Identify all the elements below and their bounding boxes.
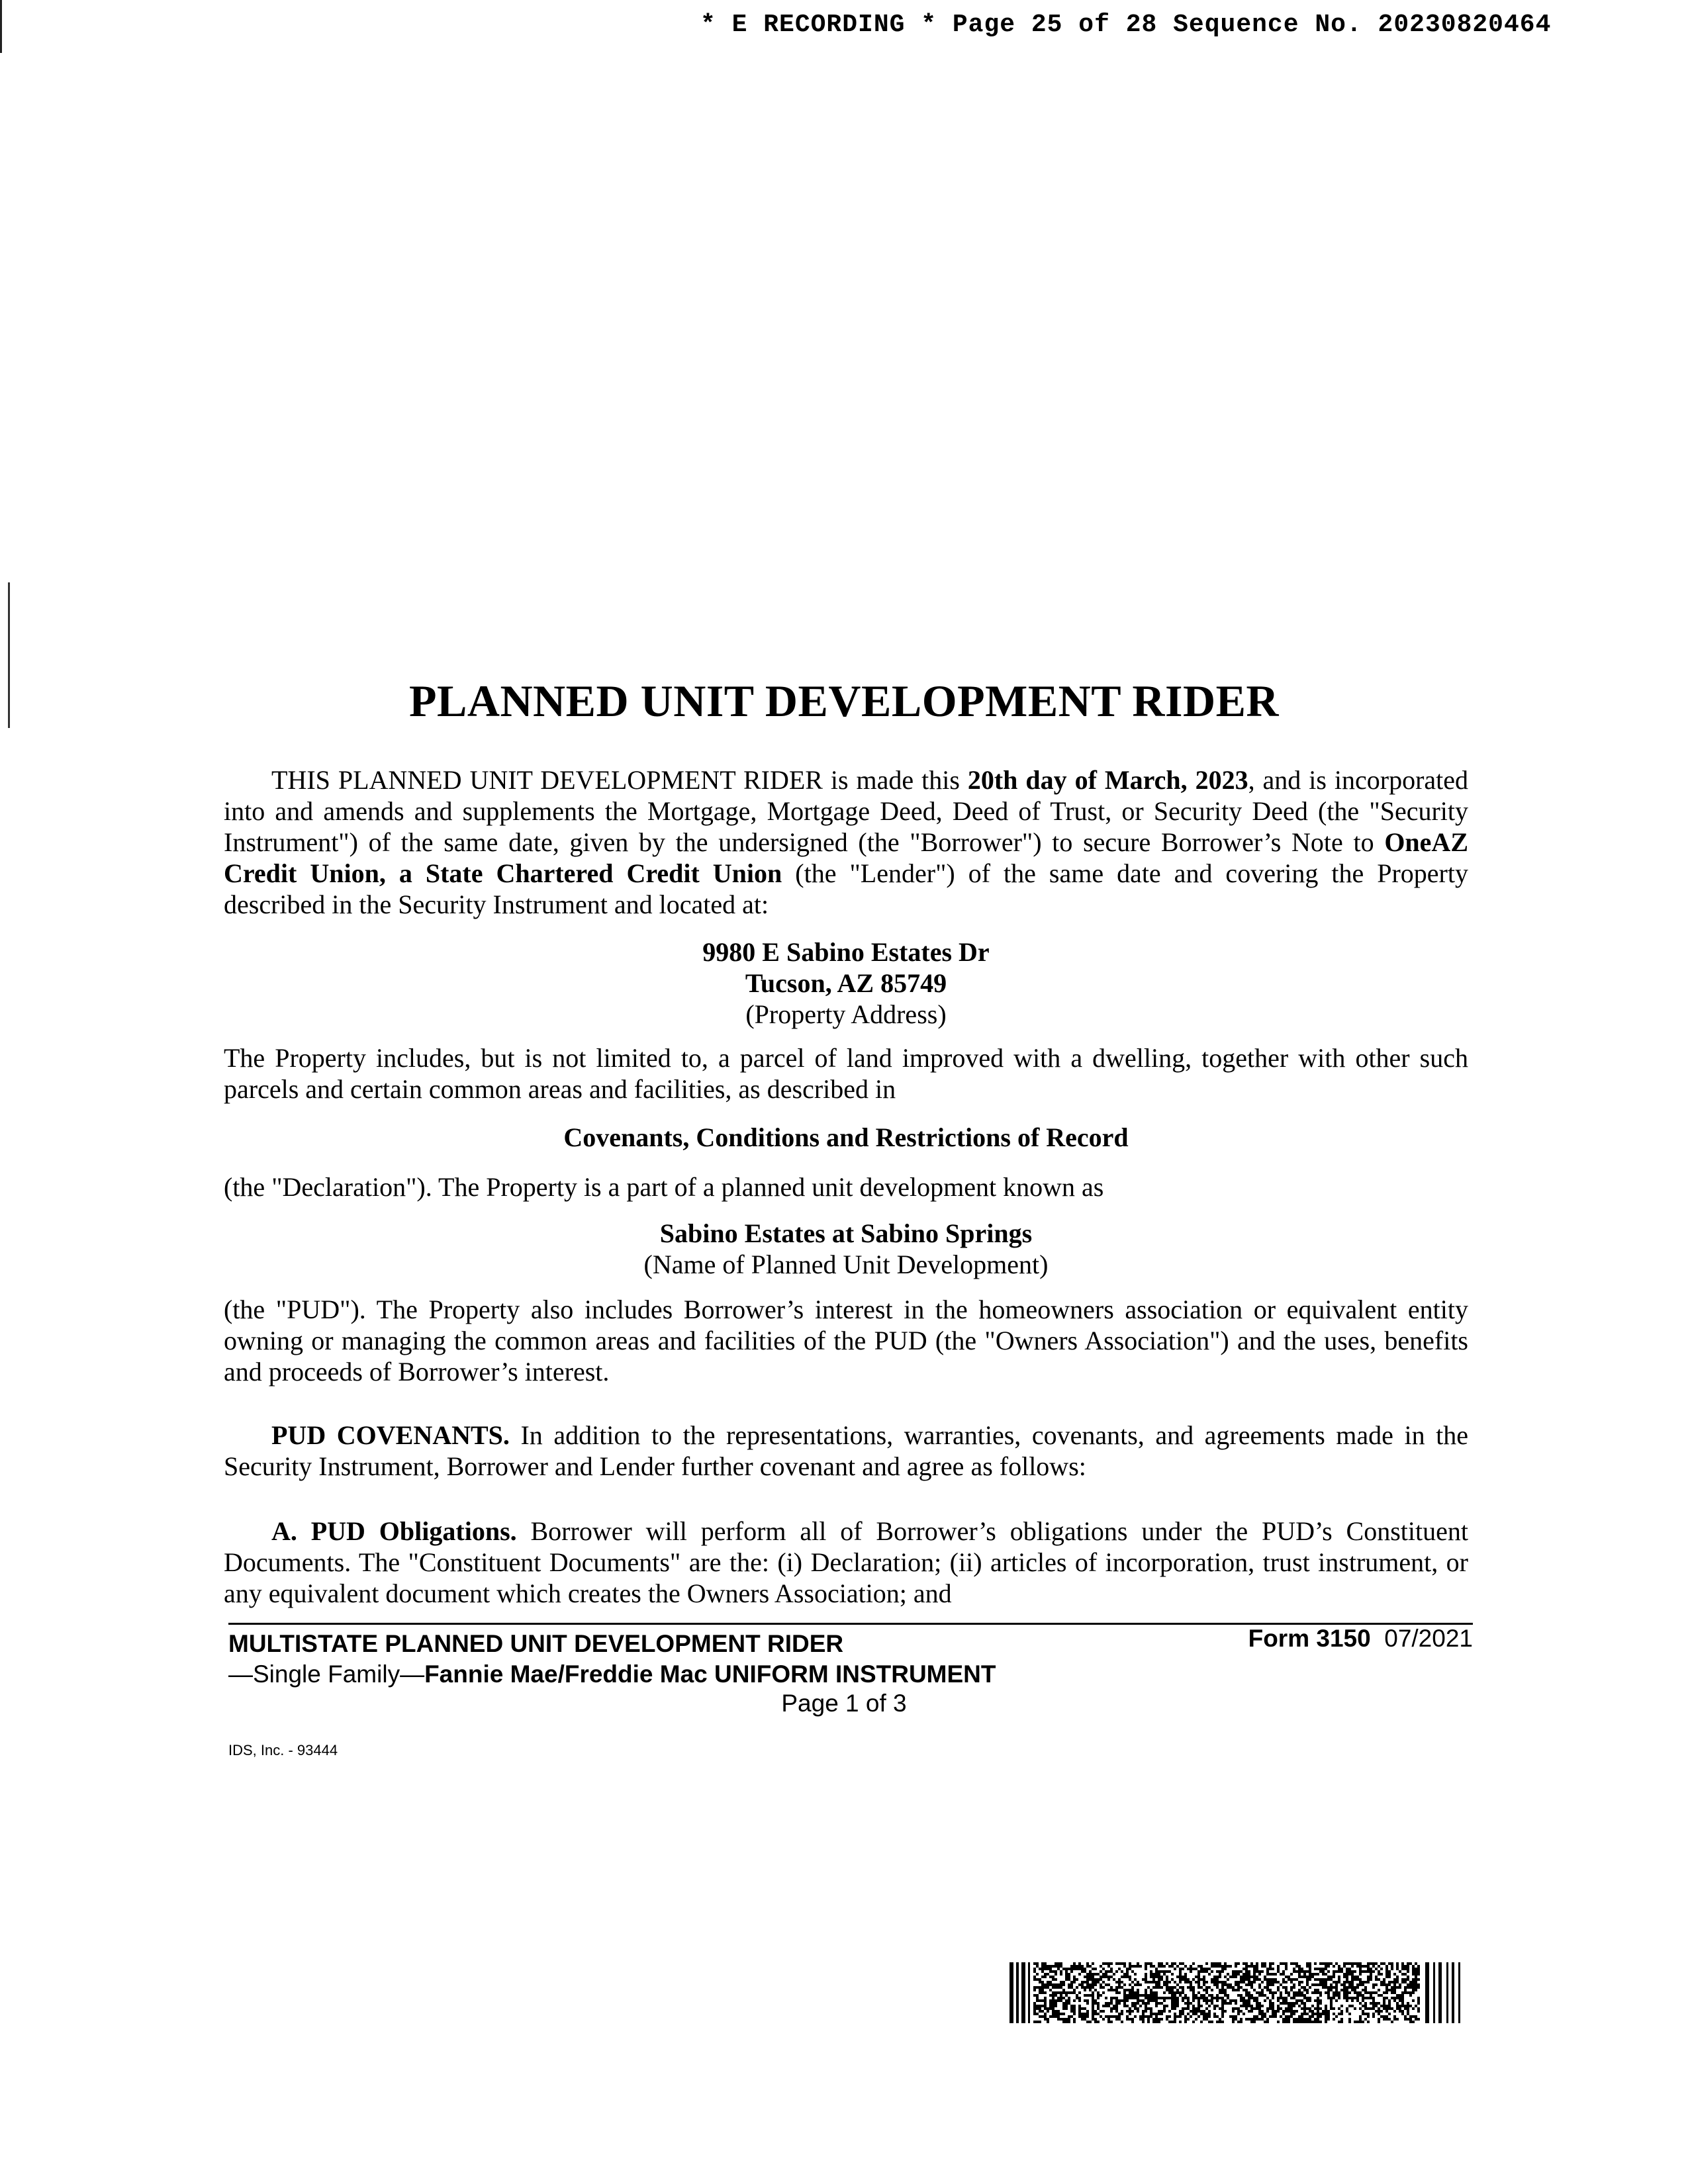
pud-name: Sabino Estates at Sabino Springs [659,1218,1033,1248]
footer-form-title: MULTISTATE PLANNED UNIT DEVELOPMENT RIDER [228,1630,844,1657]
intro-text-2: , and is incorporated into and amends and supplements the Mortgage, Mortgage Deed, Deed of Trust, or Security Deed (the "Security Instrument") of the same date, given by the undersigned (the "Borrower") to secure Borrower’s Note to [224,765,1469,857]
form-date: 07/2021 [1384,1625,1473,1652]
declaration-paragraph: (the "Declaration"). The Property is a part of a planned unit development known as [224,1172,1104,1202]
pud-caption: (Name of Planned Unit Development) [643,1250,1049,1279]
pud-paragraph: (the "PUD"). The Property also includes Borrower’s interest in the homeowners association or equivalent entity owning or managing the common areas and facilities of the PUD (the "Owners Association") and the uses, benefits and proceeds of Borrower’s interest. [224,1295,1468,1387]
address-line-2: Tucson, AZ 85749 [745,968,947,998]
barcode-image [1009,1962,1465,2023]
rider-date: 20th day of March, 2023 [967,765,1248,795]
declaration-name: Covenants, Conditions and Restrictions of Record [563,1122,1129,1152]
address-caption: (Property Address) [745,999,947,1029]
covenants-heading: PUD COVENANTS. [271,1420,510,1450]
page-number: Page 1 of 3 [781,1690,907,1717]
ids-code: IDS, Inc. - 93444 [228,1742,338,1758]
scan-edge-mark [0,0,2,53]
intro-paragraph [224,764,1468,920]
document-title: PLANNED UNIT DEVELOPMENT RIDER [408,676,1280,726]
covenants-text: In addition to the representations, warranties, covenants, and agreements made in the Security Instrument, Borrower and Lender further covenant and agree as follows: [224,1420,1468,1481]
property-paragraph: The Property includes, but is not limited to, a parcel of land improved with a dwelling, together with other such parcels and certain common areas and facilities, as described in [224,1043,1468,1104]
covenants-paragraph [224,1420,1468,1482]
footer-form-number [1248,1625,1473,1653]
pud-name-block [224,1218,1468,1280]
form-label: Form 3150 [1248,1625,1371,1652]
section-a-paragraph [224,1516,1468,1609]
footer-instrument: Fannie Mae/Freddie Mac UNIFORM INSTRUMENT [424,1661,996,1688]
intro-text-3: (the "Lender") of the same date and covering the Property described in the Security Instrument and located at: [224,858,1468,919]
footer-prefix: —Single Family— [228,1661,425,1688]
recording-header: * E RECORDING * Page 25 of 28 Sequence No. 20230820464 [700,11,1552,39]
section-a-heading: A. PUD Obligations. [271,1516,517,1546]
address-line-1: 9980 E Sabino Estates Dr [702,937,990,967]
intro-text-1: THIS PLANNED UNIT DEVELOPMENT RIDER is made this [271,765,968,795]
footer-instrument-line [228,1660,1473,1689]
property-address [224,936,1468,1030]
section-a-text: Borrower will perform all of Borrower’s obligations under the PUD’s Constituent Documents. The "Constituent Documents" are the: (i) Declaration; (ii) articles of incorporation, trust instrument, or any equivalent document which creates the Owners Association; and [224,1516,1468,1608]
lender-name: OneAZ Credit Union, a State Chartered Credit Union [224,827,1468,888]
